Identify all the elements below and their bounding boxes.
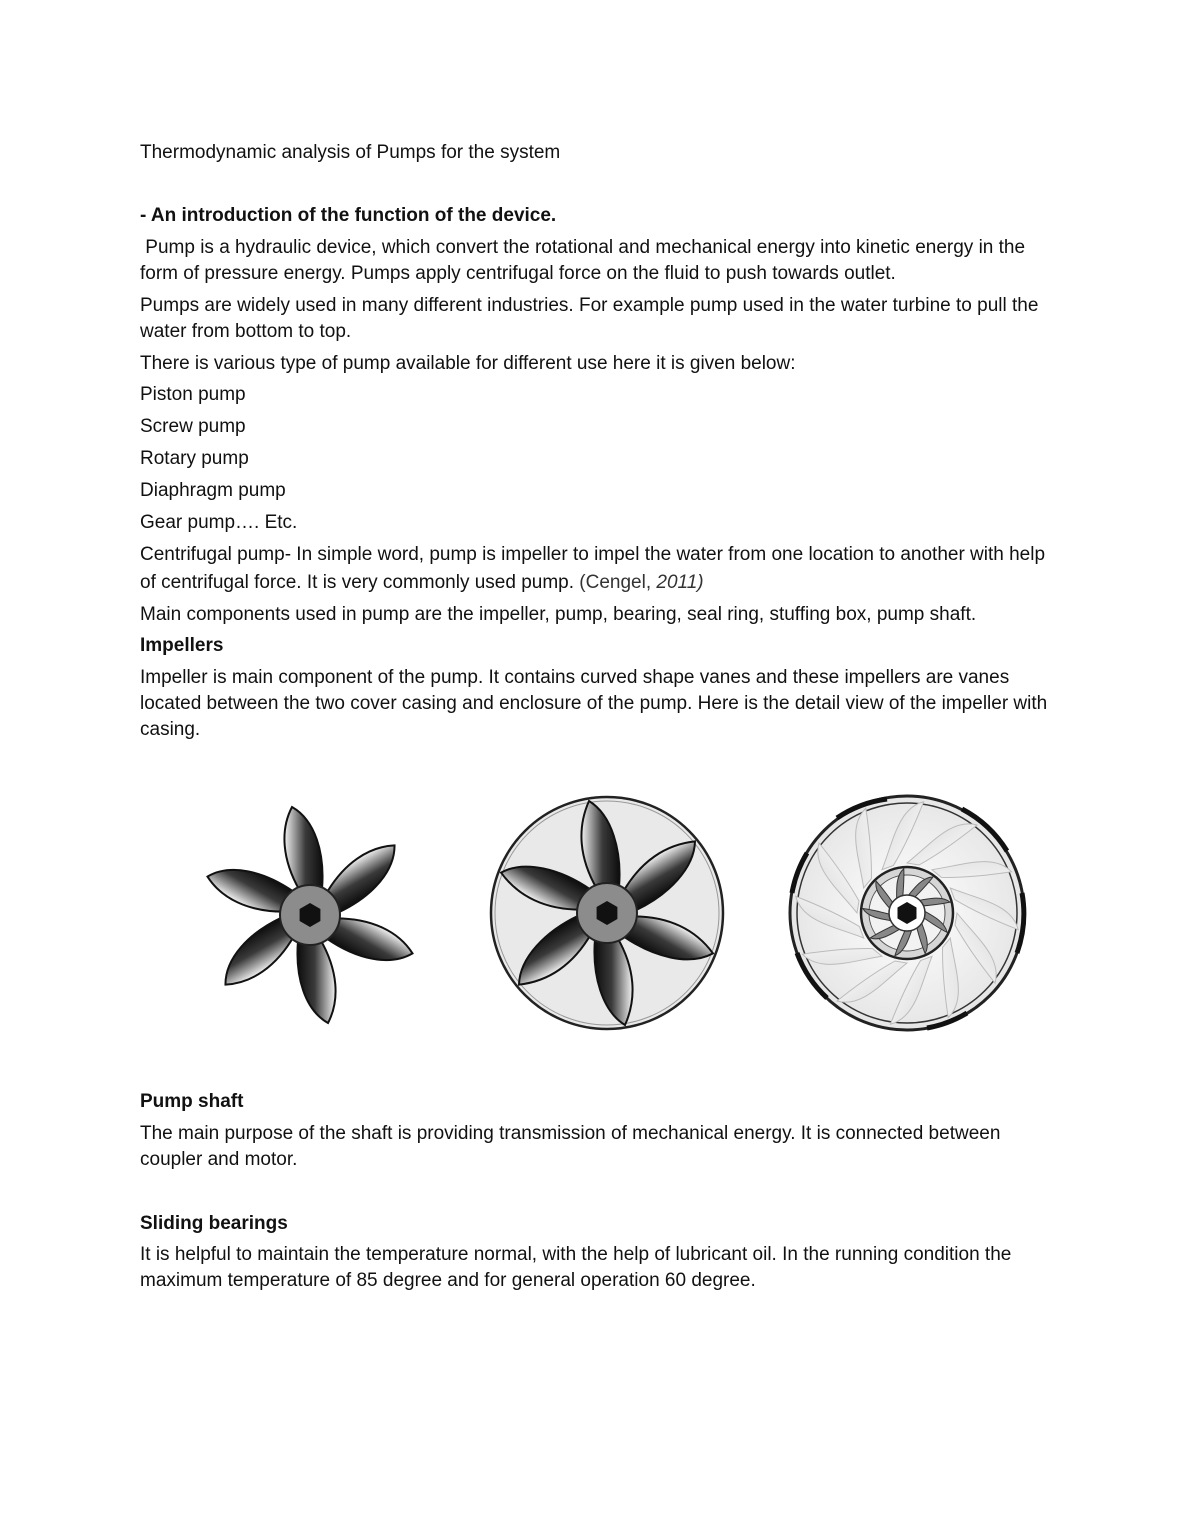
pump-shaft-paragraph: The main purpose of the shaft is providing transmission of mechanical energy. It is connected between coupler and motor. [140, 1123, 1001, 1170]
semi-open-impeller-icon [487, 793, 727, 1033]
citation-author: (Cengel, [579, 572, 657, 593]
pump-shaft-heading: Pump shaft [140, 1091, 244, 1112]
pump-type-item: Gear pump…. Etc. [140, 512, 298, 533]
pump-type-item: Diaphragm pump [140, 480, 286, 501]
centrifugal-text: Centrifugal pump- In simple word, pump is impeller to impel the water from one location to another with help of centrifugal force. It is very commonly used pump. [140, 544, 1046, 593]
components-paragraph: Main components used in pump are the impeller, pump, bearing, seal ring, stuffing box, pump shaft. [140, 604, 977, 625]
centrifugal-paragraph [140, 541, 1060, 597]
impellers-heading: Impellers [140, 635, 224, 656]
intro-paragraph-1: Pump is a hydraulic device, which convert the rotational and mechanical energy into kinetic energy in the form of pressure energy. Pumps apply centrifugal force on the fluid to push towards outlet. [140, 237, 1031, 284]
intro-paragraph-3: There is various type of pump available for different use here it is given below: [140, 353, 796, 374]
document-title: Thermodynamic analysis of Pumps for the system [140, 142, 561, 163]
pump-type-item: Screw pump [140, 416, 246, 437]
sliding-bearings-heading: Sliding bearings [140, 1213, 288, 1234]
open-impeller-icon [190, 800, 430, 1030]
pump-type-item: Piston pump [140, 384, 246, 405]
citation-year: 2011) [656, 572, 704, 593]
impellers-paragraph: Impeller is main component of the pump. It contains curved shape vanes and these impellers are vanes located between the two cover casing and enclosure of the pump. Here is the detail view of the impeller with casing. [140, 667, 1048, 740]
intro-heading: - An introduction of the function of the device. [140, 205, 557, 226]
intro-paragraph-2: Pumps are widely used in many different industries. For example pump used in the water turbine to pull the water from bottom to top. [140, 295, 1039, 342]
citation [579, 572, 703, 593]
sliding-bearings-paragraph: It is helpful to maintain the temperature normal, with the help of lubricant oil. In the running condition the maximum temperature of 85 degree and for general operation 60 degree. [140, 1244, 1012, 1291]
closed-impeller-icon [787, 793, 1027, 1033]
pump-type-item: Rotary pump [140, 448, 249, 469]
